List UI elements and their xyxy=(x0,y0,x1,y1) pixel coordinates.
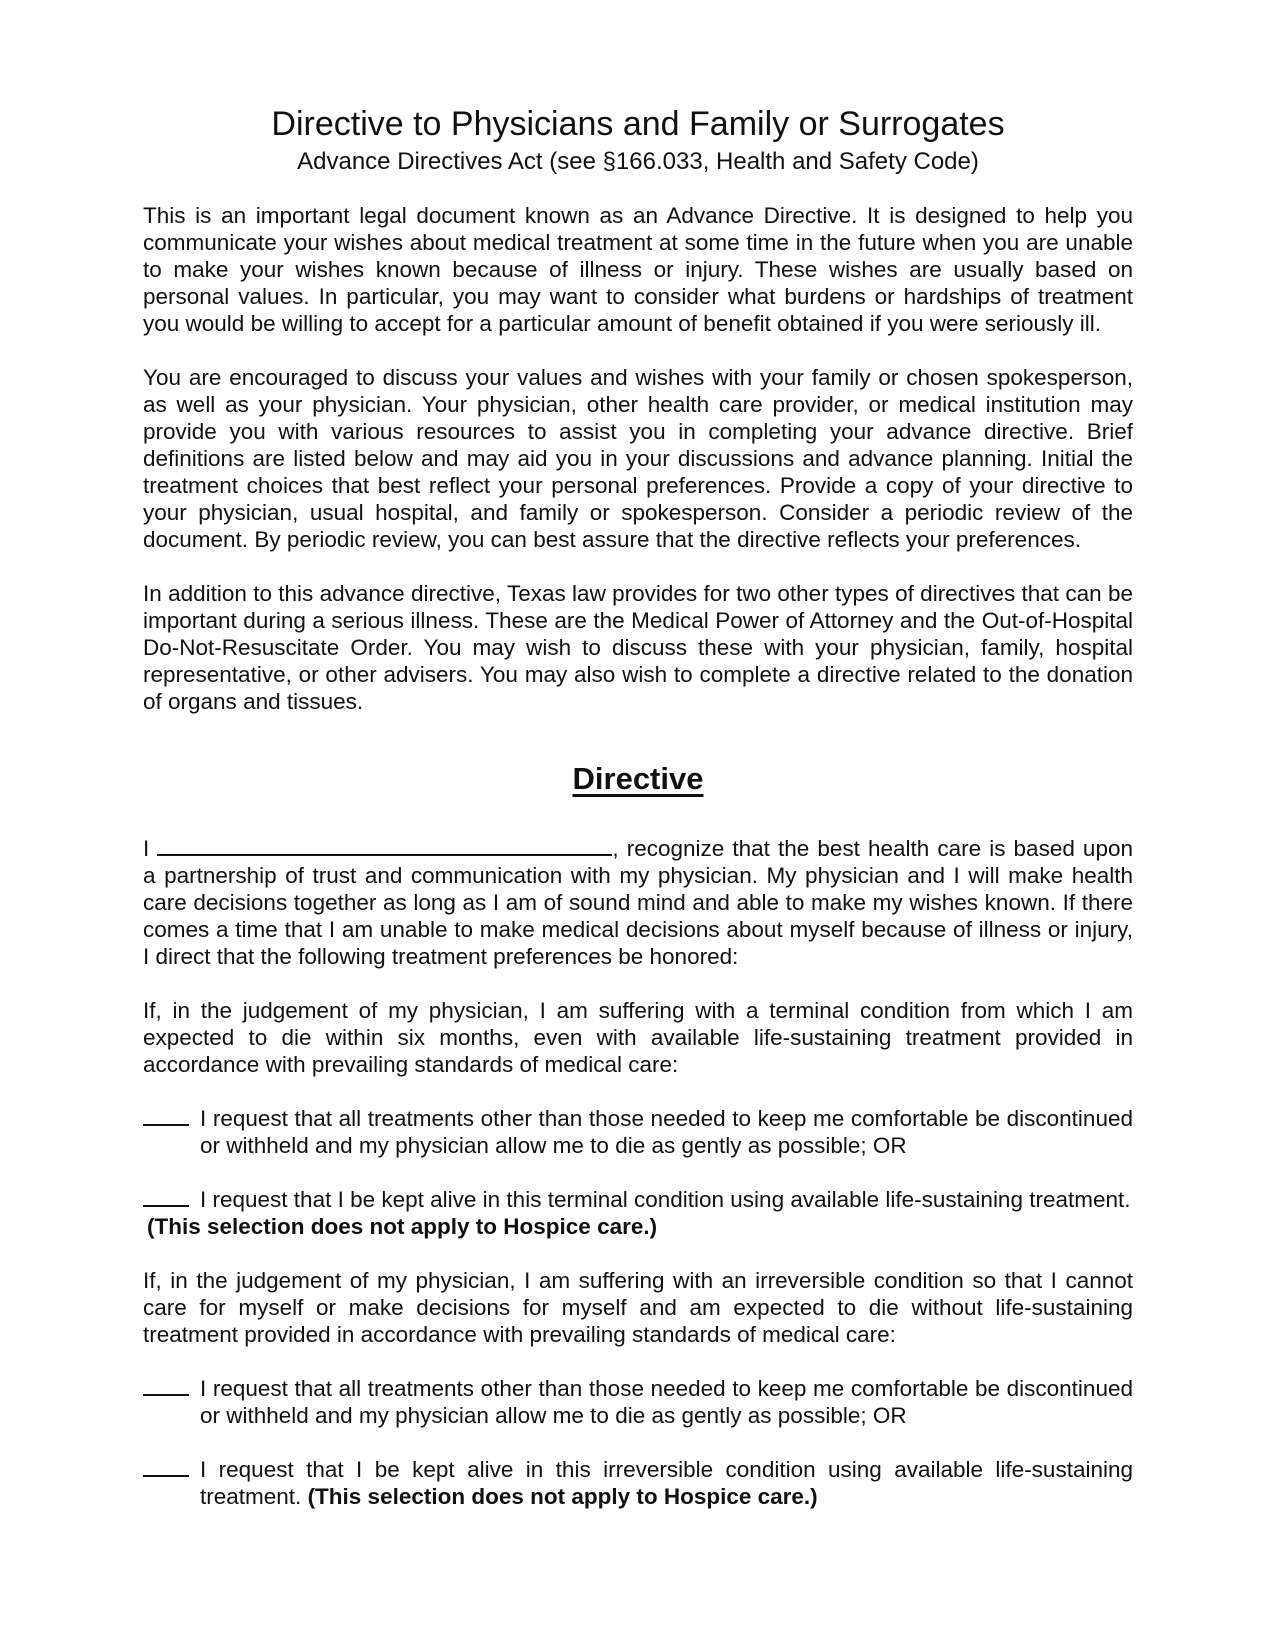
irreversible-discontinue-text: I request that all treatments other than those needed to keep me comfortable be discontinued or withheld and my physician allow me to die as gently as possible; OR xyxy=(200,1376,1133,1428)
terminal-option-keep-alive xyxy=(143,1186,1133,1240)
terminal-discontinue-initial-blank[interactable] xyxy=(143,1110,189,1126)
page-title: Directive to Physicians and Family or Surrogates xyxy=(271,105,1005,143)
irreversible-option-keep-alive xyxy=(143,1456,1133,1510)
terminal-option-discontinue xyxy=(143,1105,1133,1159)
directive-section-heading xyxy=(143,759,1133,799)
declaration-suffix: , recognize that the best health care is based upon a partnership of trust and communication with my physician. My physician and I will make health care decisions together as long as I am of sound mind and able to make my wishes known. If there comes a time that I am unable to make medical decisions about myself because of illness or injury, I direct that the following treatment preferences be honored: xyxy=(143,836,1133,969)
terminal-keep-alive-line xyxy=(143,1186,1133,1213)
terminal-condition-intro: If, in the judgement of my physician, I am suffering with a terminal condition from which I am expected to die within six months, even with available life-sustaining treatment provided in accordance with prevailing standards of medical care: xyxy=(143,998,1133,1077)
declaration-paragraph xyxy=(143,835,1133,970)
intro-paragraph-3: In addition to this advance directive, Texas law provides for two other types of directives that can be important during a serious illness. These are the Medical Power of Attorney and the Out-of-Hospital Do-Not-Resuscitate Order. You may wish to discuss these with your physician, family, hospital representative, or other advisers. You may also wish to complete a directive related to the donation of organs and tissues. xyxy=(143,581,1133,714)
intro-paragraph-2: You are encouraged to discuss your values and wishes with your family or chosen spokesperson, as well as your physician. Your physician, other health care provider, or medical institution may provide you with various resources to assist you in completing your advance directive. Brief definitions are listed below and may aid you in your discussions and advance planning. Initial the treatment choices that best reflect your personal preferences. Provide a copy of your directive to your physician, usual hospital, and family or spokesperson. Consider a periodic review of the document. By periodic review, you can best assure that the directive reflects your preferences. xyxy=(143,365,1133,552)
terminal-keep-alive-text: I request that I be kept alive in this terminal condition using available life-sustaining treatment. xyxy=(200,1187,1131,1212)
directive-heading-text: Directive xyxy=(572,761,704,796)
terminal-keep-alive-initial-blank[interactable] xyxy=(143,1191,189,1207)
irreversible-option-discontinue xyxy=(143,1375,1133,1429)
irreversible-keep-alive-text-wrap: treatment. xyxy=(200,1484,302,1509)
irreversible-keep-alive-initial-blank[interactable] xyxy=(143,1461,189,1477)
terminal-discontinue-text: I request that all treatments other than those needed to keep me comfortable be discontinued or withheld and my physician allow me to die as gently as possible; OR xyxy=(200,1106,1133,1158)
irreversible-condition-intro: If, in the judgement of my physician, I am suffering with an irreversible condition so that I cannot care for myself or make decisions for myself and am expected to die without life-sustaining treatment provided in accordance with prevailing standards of medical care: xyxy=(143,1268,1133,1347)
page-subtitle: Advance Directives Act (see §166.033, Health and Safety Code) xyxy=(297,148,979,175)
declaration-prefix: I xyxy=(143,836,150,861)
irreversible-keep-alive-text: I request that I be kept alive in this irreversible condition using available life-sustaining xyxy=(200,1457,1133,1482)
terminal-hospice-note: (This selection does not apply to Hospice care.) xyxy=(147,1214,658,1239)
declarant-name-field[interactable] xyxy=(157,838,612,856)
irreversible-hospice-note: (This selection does not apply to Hospice care.) xyxy=(307,1484,818,1509)
irreversible-discontinue-initial-blank[interactable] xyxy=(143,1380,189,1396)
intro-paragraph-1: This is an important legal document known as an Advance Directive. It is designed to help you communicate your wishes about medical treatment at some time in the future when you are unable to make your wishes known because of illness or injury. These wishes are usually based on personal values. In particular, you may want to consider what burdens or hardships of treatment you would be willing to accept for a particular amount of benefit obtained if you were seriously ill. xyxy=(143,203,1133,336)
